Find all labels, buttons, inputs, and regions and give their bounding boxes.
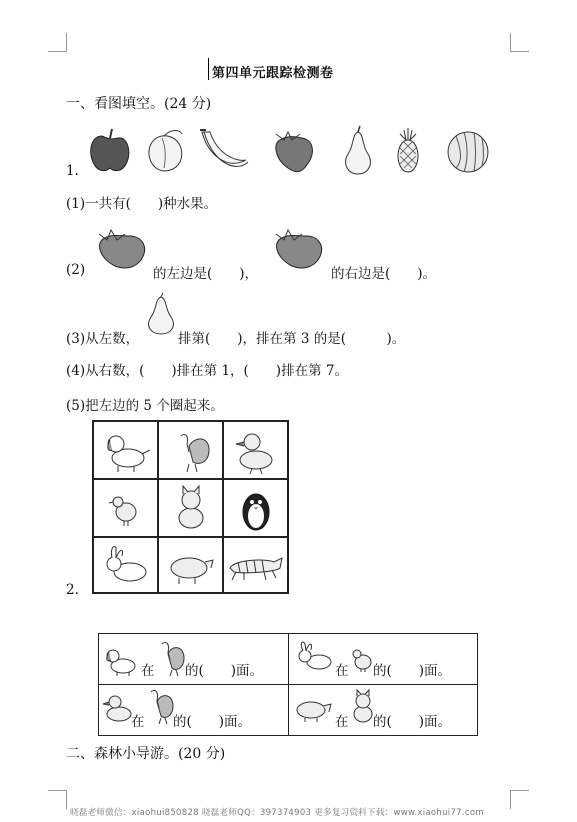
cat-icon — [159, 480, 224, 538]
turkey-icon — [145, 686, 175, 728]
grid-cell — [223, 537, 288, 593]
pineapple-icon — [398, 128, 418, 172]
penguin-icon — [224, 480, 289, 538]
pear-icon — [144, 293, 178, 339]
table-text: 在 — [335, 663, 349, 679]
duck-icon — [103, 690, 133, 730]
rabbit-icon — [94, 538, 159, 594]
question-line: 的右边是( )。 — [331, 266, 437, 282]
table-text: 的( )面。 — [373, 714, 452, 730]
answer-table — [98, 633, 478, 736]
strawberry-icon — [272, 230, 328, 274]
corner-mark — [48, 790, 67, 809]
turkey-icon — [159, 422, 224, 480]
grid-cell — [93, 537, 158, 593]
strawberry-icon — [95, 230, 151, 274]
grid-cell — [93, 421, 158, 479]
question-number: 1. — [66, 163, 79, 179]
corner-mark — [510, 33, 529, 52]
duck-icon — [224, 422, 289, 480]
question-prefix: (3)从左数， — [66, 331, 140, 347]
cat-icon — [351, 690, 375, 728]
pear-icon — [346, 126, 371, 174]
question-line: 的左边是( )， — [153, 266, 259, 282]
question-line: (5)把左边的 5 个圈起来。 — [66, 398, 224, 414]
watermelon-icon — [448, 132, 488, 172]
question-line: (1)一共有( )种水果。 — [66, 196, 218, 212]
peach-icon — [149, 131, 182, 171]
pig-icon — [293, 694, 333, 728]
chick-icon — [94, 480, 159, 538]
grid-cell — [93, 479, 158, 537]
grid-cell — [223, 421, 288, 479]
question-line: (4)从右数，( )排在第 1，( )排在第 7。 — [66, 363, 348, 379]
grid-cell — [223, 479, 288, 537]
table-text: 在 — [335, 714, 349, 730]
grid-cell — [158, 479, 223, 537]
question-prefix: (2) — [66, 262, 86, 278]
table-text: 在 — [141, 663, 155, 679]
page-title: 第四单元跟踪检测卷 — [212, 66, 334, 81]
corner-mark — [510, 790, 529, 809]
animal-grid — [92, 420, 289, 594]
pig-icon — [159, 538, 224, 594]
table-text: 的( )面。 — [185, 663, 264, 679]
text-cursor — [208, 58, 209, 80]
rabbit-icon — [295, 640, 335, 676]
corner-mark — [48, 33, 67, 52]
question-number: 2. — [66, 582, 79, 598]
section-heading: 二、森林小导游。(20 分) — [66, 746, 226, 762]
grid-cell — [158, 421, 223, 479]
question-line: 排第( )，排在第 3 的是( )。 — [178, 331, 406, 347]
fruit-row — [86, 126, 496, 176]
grid-cell — [158, 537, 223, 593]
table-text: 在 — [131, 714, 145, 730]
dog-icon — [94, 422, 159, 480]
footer-watermark: 晓磊老师微信：xiaohui850828 晓磊老师QQ：397374903 更多复习资料下载：www.xiaohui77.com — [70, 808, 484, 818]
strawberry-icon — [276, 132, 313, 172]
tiger-icon — [224, 538, 289, 594]
section-heading: 一、看图填空。(24 分) — [66, 96, 212, 112]
dog-icon — [103, 642, 139, 682]
banana-icon — [200, 130, 248, 166]
apple-icon — [91, 129, 129, 171]
turkey-icon — [156, 638, 186, 680]
table-text: 的( )面。 — [173, 714, 252, 730]
table-text: 的( )面。 — [373, 663, 452, 679]
chick-icon — [351, 648, 373, 676]
